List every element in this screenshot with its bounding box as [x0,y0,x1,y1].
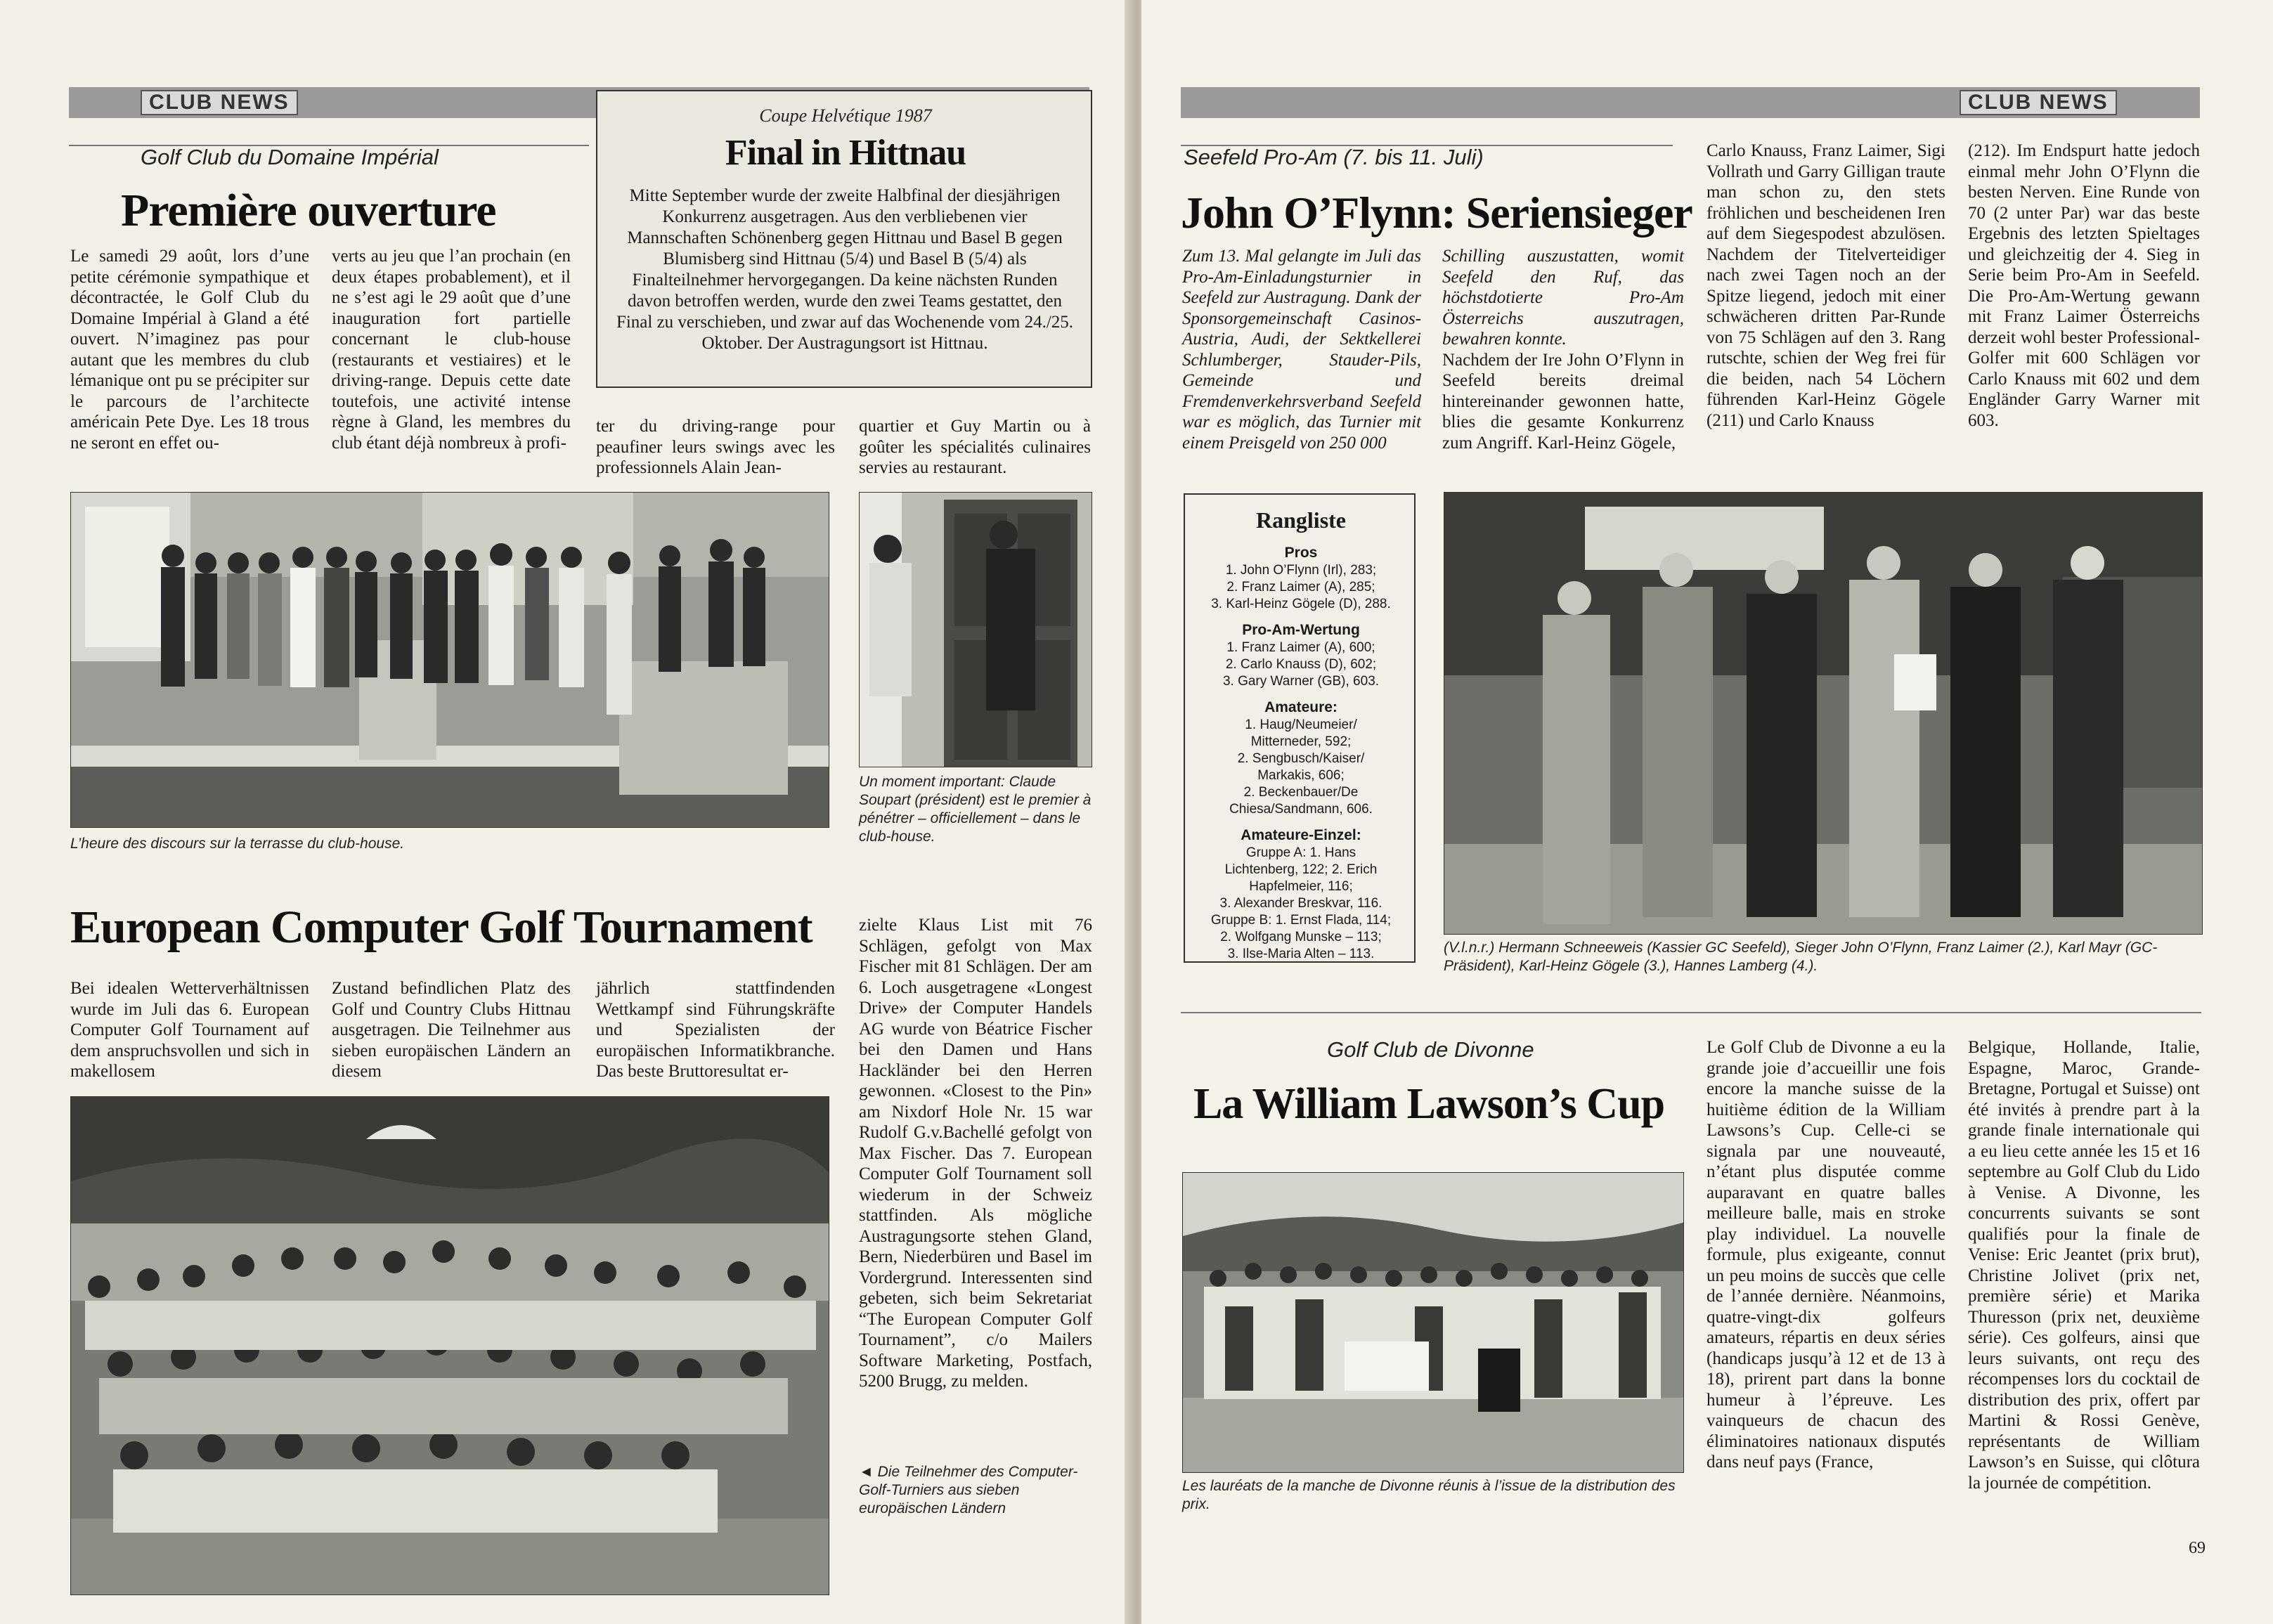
ecgt-col-4: zielte Klaus List mit 76 Schlägen, gefolgt von Max Fischer mit 81 Schlägen. Der am 6. Loch ausgetragene «Longest Drive» der Computer Handels AG wurde von Béatrice Fischer bei den Damen und Hans Hackländer bei den Herren gewonnen. «Closest to the Pin» am Nixdorf Hole Nr. 15 war Rudolf G.v.Bachellé gefolgt von Max Fischer. Das 7. European Computer Golf Tournament soll wiederum in der Schweiz stattfinden. Als mögliche Austragungsorte stehen Gland, Bern, Niederbüren und Basel im Vordergrund. Interessenten sind gebeten, sich beim Sekretariat “The European Computer Golf Tournament”, c/o Mailers Software Marketing, Postfach, 5200 Brugg, zu melden. [859,916,1092,1391]
photo-terrace-speech [70,492,829,828]
domaine-headline: Première ouverture [121,185,496,236]
rl-amat-heading: Amateure: [1264,699,1338,715]
caption-door: Un moment important: Claude Soupart (président) est le premier à pénétrer – officiellement – dans le club-house. [859,774,1092,845]
rl-amat-6: Chiesa/Sandmann, 606. [1229,802,1373,817]
photo-computer-golf-group [70,1096,829,1595]
club-news-tag: CLUB NEWS [141,90,298,115]
coupe-headline: Final in Hittnau [725,133,966,173]
rl-pros-1: 1. John O’Flynn (Irl), 283; [1225,563,1377,578]
seefeld-col-2-wrap [1442,246,1684,453]
photo-seefeld-winners [1444,492,2203,935]
rl-proam-heading: Pro-Am-Wertung [1242,622,1360,638]
rl-amat-3: 2. Sengbusch/Kaiser/ [1237,751,1365,766]
page-number: 69 [2189,1539,2206,1557]
domaine-col-4: quartier et Guy Martin ou à goûter les spécialités culinaires servies au restaurant. [859,417,1091,477]
ecgt-headline: European Computer Golf Tournament [70,902,812,953]
rl-einzel-1: Gruppe A: 1. Hans [1245,845,1356,860]
rl-proam-2: 2. Carlo Knauss (D), 602; [1225,657,1377,672]
rl-einzel-3: Hapfelmeier, 116; [1249,879,1353,894]
ecgt-col-3: jährlich stattfindenden Wettkampf sind Führungskräfte und Spezialisten der europäischen Informatikbranche. Das beste Bruttoresultat er- [596,979,835,1081]
divonne-headline: La William Lawson’s Cup [1193,1080,1665,1128]
caption-terrace: L’heure des discours sur la terrasse du club-house. [70,836,405,852]
ecgt-col-1: Bei idealen Wetterverhältnissen wurde im Juli das 6. European Computer Golf Tournament auf dem anspruchsvollen und sich in makellosem [70,979,309,1081]
rl-einzel-6: 2. Wolfgang Munske – 113; [1220,930,1382,944]
rl-einzel-4: 3. Alexander Breskvar, 116. [1219,896,1382,911]
rl-pros-2: 2. Franz Laimer (A), 285; [1226,580,1375,595]
rangliste-list [1189,544,1413,963]
caption-computer-golf: ◄ Die Teilnehmer des Computer-Golf-Turniers aus sieben europäischen Ländern [859,1464,1078,1516]
right-page [1141,0,2273,1624]
domaine-col-1: Le samedi 29 août, lors d’une petite cérémonie sympathique et décontractée, le Golf Club du Domaine Impérial à Gland a été ouvert. N’imaginez pas pour autant que les membres du club lémanique ont pu se précipiter sur le parcours de l’architecte américain Pete Dye. Les 18 trous ne seront en effet ou- [70,247,309,453]
seefeld-headline: John O’Flynn: Seriensieger [1181,188,1692,238]
seefeld-col-4: (212). Im Endspurt hatte jedoch einmal mehr John O’Flynn die besten Nerven. Eine Runde von 70 (2 unter Par) war das beste Ergebnis des letzten Spieltages und gleichzeitig der 4. Sieg in Serie beim Pro-Am in Seefeld. Die Pro-Am-Wertung gewann mit Franz Laimer Österreichs derzeit wohl bester Professional-Golfer mit 600 Schlägen vor Carlo Knauss mit 602 und dem Engländer Garry Warner mit 603. [1968,141,2200,430]
coupe-kicker: Coupe Helvétique 1987 [759,105,932,126]
club-news-tag-right: CLUB NEWS [1960,90,2117,115]
rl-amat-5: 2. Beckenbauer/De [1243,785,1359,800]
rl-amat-2: Mitterneder, 592; [1250,734,1352,749]
divonne-rule [1181,1012,2201,1013]
domaine-kicker: Golf Club du Domaine Impérial [141,145,439,169]
divonne-kicker: Golf Club de Divonne [1327,1037,1534,1062]
coupe-box [596,90,1092,388]
rl-pros-heading: Pros [1284,545,1318,561]
photo-divonne-laureates [1182,1172,1684,1473]
rl-einzel-heading: Amateure-Einzel: [1241,827,1361,843]
rl-proam-3: 3. Gary Warner (GB), 603. [1222,674,1380,689]
seefeld-col-2-italic: Schilling auszustatten, womit Seefeld den Ruf, das höchstdotierte Pro-Am Österreichs auszutragen, bewahren konnte. [1442,247,1684,349]
caption-seefeld: (V.l.n.r.) Hermann Schneeweis (Kassier GC Seefeld), Sieger John O’Flynn, Franz Laimer (2.), Karl Mayr (GC-Präsident), Karl-Heinz Gögele (3.), Hannes Lamberg (4.). [1444,940,2158,974]
divonne-col-2: Belgique, Hollande, Italie, Espagne, Maroc, Grande-Bretagne, Portugal et Suisse) ont été invités à prendre part à la grande finale internationale qui a eu lieu cette année les 15 et 16 septembre au Golf Club du Lido à Venise. A Divonne, les concurrents suivants se sont qualifiés pour la finale de Venise: Eric Jeantet (prix brut), Christine Jolivet (prix net, première série) et Marika Thuresson (prix net, deuxième série). Ces golfeurs, ainsi que leurs suivants, ont reçu des récompenses lors du cocktail de distribution des prix, offert par Martini & Rossi Genève, représentants de William Lawson’s en Suisse, qui clôtura la journée de compétition. [1968,1038,2200,1493]
seefeld-col-2: Nachdem der Ire John O’Flynn in Seefeld bereits dreimal hintereinander gewonnen hatte, blies die gesamte Konkurrenz zum Angriff. Karl-Heinz Gögele, [1442,350,1684,453]
rl-einzel-7: 3. Ilse-Maria Alten – 113. [1227,947,1375,961]
caption-divonne: Les lauréats de la manche de Divonne réunis à l’issue de la distribution des prix. [1182,1478,1676,1512]
domaine-col-3: ter du driving-range pour peaufiner leurs swings avec les professionnels Alain Jean- [596,417,835,477]
coupe-body: Mitte September wurde der zweite Halbfinal der diesjährigen Konkurrenz ausgetragen. Aus den verbliebenen vier Mannschaften Schönenberg gegen Hittnau und Basel B gegen Blumisberg sind Hittnau (5/4) und Basel B (5/4) als Finalteilnehmer hervorgegangen. Da keine nächsten Runden davon betroffen werden, wurde den zwei Teams gestattet, den Final zu verschieben, und zwar auf das Wochenende vom 24./25. Oktober. Der Austragungsort ist Hittnau. [616,186,1074,353]
rangliste-box [1184,493,1416,963]
rl-einzel-2: Lichtenberg, 122; 2. Erich [1224,862,1378,877]
divonne-col-1: Le Golf Club de Divonne a eu la grande joie d’accueillir une fois encore la manche suisse de la huitième édition de la William Lawsons’s Cup. Celle-ci se signala par une nouveauté, n’étant plus disputée comme auparavant en quatre balles meilleure balle, mais en stroke play individuel. La nouvelle formule, plus exigeante, connut un peu moins de succès que celle de l’année dernière. Néanmoins, quatre-vingt-dix golfeurs amateurs, répartis en deux séries (handicaps jusqu’à 12 et de 13 à 18), prirent part dans la bonne humeur à l’épreuve. Les vainqueurs de chacun des éliminatoires nationaux disputés dans neuf pays (France, [1707,1038,1945,1472]
domaine-col-2: verts au jeu que l’an prochain (en deux étapes probablement), et il ne s’est agi le 29 août que d’une inauguration fort partielle concernant le club-house (restaurants et vestiaires) et le driving-range. Depuis cette date toutefois, une activité intense règne à Gland, les membres du club étant déjà nombreux à profi- [332,247,571,453]
seefeld-kicker: Seefeld Pro-Am (7. bis 11. Juli) [1184,145,1484,169]
rl-amat-4: Markakis, 606; [1257,768,1345,783]
rl-pros-3: 3. Karl-Heinz Gögele (D), 288. [1211,597,1391,611]
rl-amat-1: 1. Haug/Neumeier/ [1245,717,1357,732]
rangliste-title: Rangliste [1256,507,1346,533]
seefeld-col-1: Zum 13. Mal gelangte im Juli das Pro-Am-Einladungsturnier in Seefeld zur Austragung. Dank der Sponsorgemeinschaft Casinos-Austria, Audi, der Sektkellerei Schlumberger, Stauder-Pils, Gemeinde und Fremdenverkehrsverband Seefeld war es möglich, das Turnier mit einem Preisgeld von 250 000 [1182,247,1421,453]
seefeld-col-3: Carlo Knauss, Franz Laimer, Sigi Vollrath und Garry Gilligan traute man schon zu, den stets fröhlichen und bescheidenen Iren auf dem Siegespodest abzulösen. Nachdem der Titelverteidiger nach zwei Tagen noch an der Spitze liegend, jedoch mit einer schwächeren dritten Par-Runde von 75 Schlägen auf den 3. Rang rutschte, schien der Weg frei für die beiden, nach 54 Löchern führenden Karl-Heinz Gögele (211) und Carlo Knauss [1707,141,1945,430]
left-page [0,0,1132,1624]
rl-proam-1: 1. Franz Laimer (A), 600; [1226,640,1375,655]
rl-einzel-5: Gruppe B: 1. Ernst Flada, 114; [1210,913,1392,928]
ecgt-col-2: Zustand befindlichen Platz des Golf und Country Clubs Hittnau ausgetragen. Die Teilnehmer aus sieben europäischen Ländern an diesem [332,979,571,1081]
photo-door [859,492,1092,767]
